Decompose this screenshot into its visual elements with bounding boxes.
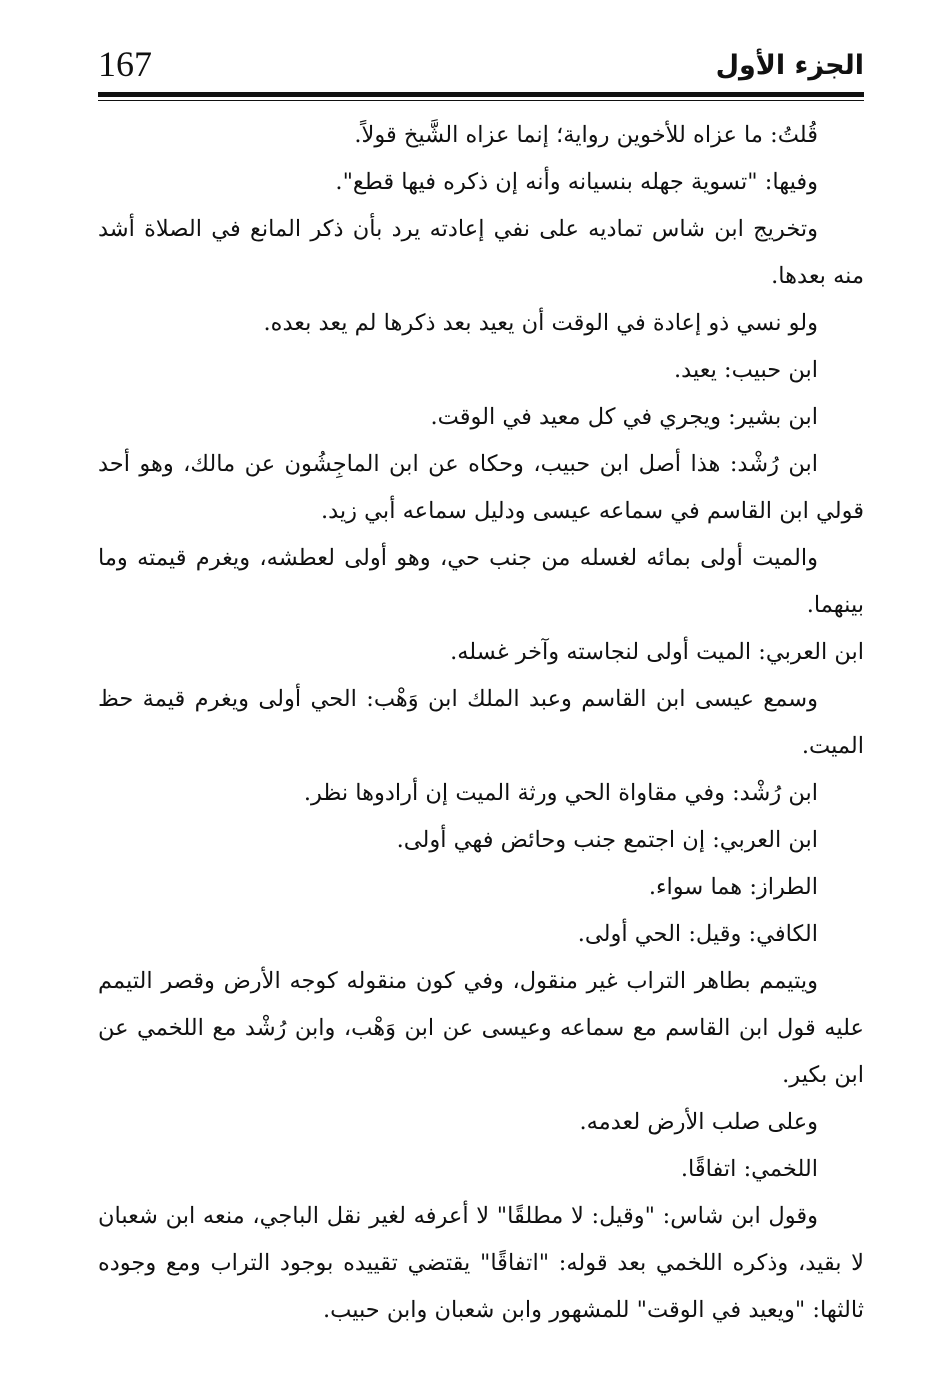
paragraph: الطراز: هما سواء.	[648, 874, 818, 900]
running-head: الجزء الأول	[715, 50, 864, 81]
paragraph: وقول ابن شاس: "وقيل: لا مطلقًا" لا أعرفه لغير نقل الباجي، منعه ابن شعبان لا بقيد، وذكره اللخمي بعد قوله: "اتفاقًا" يقتضي تقييده بوجود التراب ومع وجوده ثالثها: "ويعيد في الوقت" للمشهور وابن شعبان وابن حبيب.	[98, 1203, 864, 1323]
paragraph: اللخمي: اتفاقًا.	[680, 1156, 818, 1182]
header-rule-thick	[98, 92, 864, 97]
paragraph: ابن العربي: الميت أولى لنجاسته وآخر غسله.	[450, 639, 864, 665]
paragraph: قُلتُ: ما عزاه للأخوين رواية؛ إنما عزاه الشَّيخ قولاً.	[354, 122, 818, 148]
paragraph: ابن رُشْد: وفي مقاواة الحي ورثة الميت إن أرادوها نظر.	[303, 780, 818, 806]
paragraph: ابن بشير: ويجري في كل معيد في الوقت.	[430, 404, 818, 430]
paragraph: وعلى صلب الأرض لعدمه.	[579, 1109, 818, 1135]
paragraph: الكافي: وقيل: الحي أولى.	[577, 921, 818, 947]
paragraph: وفيها: "تسوية جهله بنسيانه وأنه إن ذكره فيها قطع".	[335, 169, 818, 195]
paragraph: وسمع عيسى ابن القاسم وعبد الملك ابن وَهْب: الحي أولى ويغرم قيمة حظ الميت.	[98, 686, 864, 759]
page-header	[98, 40, 864, 96]
paragraph: ابن حبيب: يعيد.	[674, 357, 818, 383]
paragraph: ويتيمم بطاهر التراب غير منقول، وفي كون منقوله كوجه الأرض وقصر التيمم عليه قول ابن القاسم مع سماعه وعيسى عن ابن وَهْب، وابن رُشْد مع اللخمي عن ابن بكير.	[98, 968, 864, 1088]
page-number: 167	[98, 44, 152, 84]
paragraph: ابن العربي: إن اجتمع جنب وحائض فهي أولى.	[396, 827, 818, 853]
header-rule-thin	[98, 100, 864, 101]
paragraph: والميت أولى بمائه لغسله من جنب حي، وهو أولى لعطشه، ويغرم قيمته وما بينهما.	[98, 545, 864, 618]
paragraph: وتخريج ابن شاس تماديه على نفي إعادته يرد بأن ذكر المانع في الصلاة أشد منه بعدها.	[98, 216, 864, 289]
paragraph: ولو نسي ذو إعادة في الوقت أن يعيد بعد ذكرها لم يعد بعده.	[263, 310, 818, 336]
body-text	[98, 112, 864, 1334]
paragraph: ابن رُشْد: هذا أصل ابن حبيب، وحكاه عن ابن الماجِشُون عن مالك، وهو أحد قولي ابن القاسم في سماعه عيسى ودليل سماعه أبي زيد.	[98, 451, 864, 524]
